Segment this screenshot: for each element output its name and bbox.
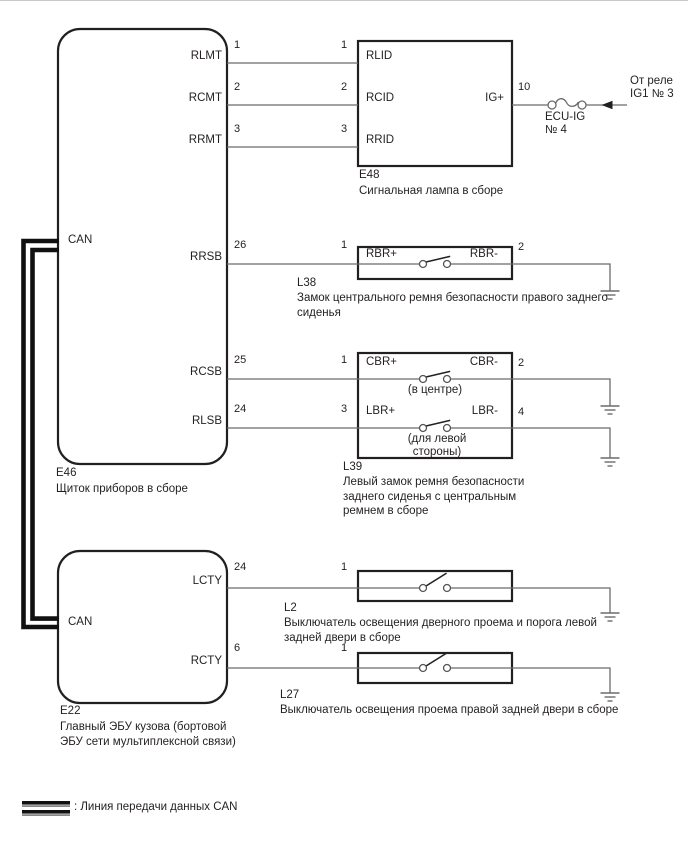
e22-pin-lcty: LCTY xyxy=(192,575,222,587)
e46-pin-rrsb: RRSB xyxy=(190,251,222,263)
e22-pin-number: 6 xyxy=(234,642,241,654)
e46-pin-number: 3 xyxy=(234,123,241,135)
e46-code: E46 xyxy=(56,467,77,479)
can-line-legend-symbol xyxy=(22,801,70,816)
e46-pin-number: 2 xyxy=(234,81,241,93)
e48-pin-ig: IG+ xyxy=(485,92,504,104)
ground-icon-l27 xyxy=(601,693,620,701)
e48-pin-rlid: RLID xyxy=(366,50,393,62)
fuse-number: № 4 xyxy=(545,124,567,136)
e22-can-label: CAN xyxy=(68,616,93,628)
l38-caption: Замок центрального ремня безопасности правого заднего сиденья xyxy=(297,292,608,319)
l39-caption: Левый замок ремня безопасности заднего сиденья с центральным ремнем в сборе xyxy=(343,476,525,517)
fuse-icon xyxy=(548,99,586,109)
e22-pin-rcty: RCTY xyxy=(190,655,222,667)
l38-pin-rbr-plus: RBR+ xyxy=(366,248,397,260)
l39-pin-number: 3 xyxy=(341,403,348,415)
l38-pin-number: 2 xyxy=(518,241,525,253)
power-source-label: От реле xyxy=(630,75,673,87)
l39-pin-cbr-minus: CBR- xyxy=(469,356,498,368)
l2-pin-number: 1 xyxy=(341,561,348,573)
l39-pin-number: 2 xyxy=(518,357,525,369)
e48-pin-number: 2 xyxy=(341,81,348,93)
e46-pin-rcsb: RCSB xyxy=(190,366,222,378)
e48-pin-rcid: RCID xyxy=(366,92,395,104)
e46-pin-rrmt: RRMT xyxy=(188,134,222,146)
l27-pin-number: 1 xyxy=(341,642,348,654)
l39-pin-lbr-minus: LBR- xyxy=(471,405,498,417)
e22-pin-number: 24 xyxy=(234,561,247,573)
arrow-left-icon xyxy=(602,101,613,109)
e46-pin-number: 25 xyxy=(234,354,247,366)
l39-code: L39 xyxy=(343,461,363,473)
l39-pin-number: 4 xyxy=(518,406,525,418)
e48-pin-number: 1 xyxy=(341,39,348,51)
e22-caption: Главный ЭБУ кузова (бортовой ЭБУ сети мультиплексной связи) xyxy=(60,721,236,748)
e46-pin-number: 1 xyxy=(234,39,241,51)
e46-caption: Щиток приборов в сборе xyxy=(56,483,188,495)
ground-icon-l39-lbr xyxy=(601,458,620,466)
legend-label: : Линия передачи данных CAN xyxy=(74,801,238,813)
l39-note-left: (для левой стороны) xyxy=(407,433,467,458)
e48-caption: Сигнальная лампа в сборе xyxy=(359,185,504,197)
e46-pin-number: 26 xyxy=(234,239,247,251)
l39-pin-lbr-plus: LBR+ xyxy=(366,405,396,417)
e46-pin-rlsb: RLSB xyxy=(191,415,222,427)
l39-pin-cbr-plus: CBR+ xyxy=(366,356,397,368)
l38-code: L38 xyxy=(297,277,317,289)
l39-note-center: (в центре) xyxy=(407,384,463,396)
l2-block-outline xyxy=(358,571,512,601)
power-source-label: IG1 № 3 xyxy=(630,88,674,100)
l39-pin-number: 1 xyxy=(341,354,348,366)
l27-caption: Выключатель освещения проема правой задней двери в сборе xyxy=(280,704,619,716)
ground-icon-l39-cbr xyxy=(601,406,620,414)
l38-pin-number: 1 xyxy=(341,239,348,251)
fuse-name: ECU-IG xyxy=(545,111,586,123)
e46-pin-rcmt: RCMT xyxy=(188,92,222,104)
e48-code: E48 xyxy=(359,169,380,181)
can-bus-line xyxy=(24,241,60,627)
l27-code: L27 xyxy=(280,689,300,701)
e48-pin-number: 3 xyxy=(341,123,348,135)
e22-code: E22 xyxy=(60,705,81,717)
l38-pin-rbr-minus: RBR- xyxy=(469,248,498,260)
e46-pin-number: 24 xyxy=(234,403,247,415)
e46-can-label: CAN xyxy=(68,234,93,246)
e48-pin-rrid: RRID xyxy=(366,134,395,146)
l2-caption: Выключатель освещения дверного проема и порога левой задней двери в сборе xyxy=(284,617,597,644)
e46-pin-rlmt: RLMT xyxy=(190,50,222,62)
e48-pin-number: 10 xyxy=(518,81,531,93)
l2-code: L2 xyxy=(284,602,297,614)
